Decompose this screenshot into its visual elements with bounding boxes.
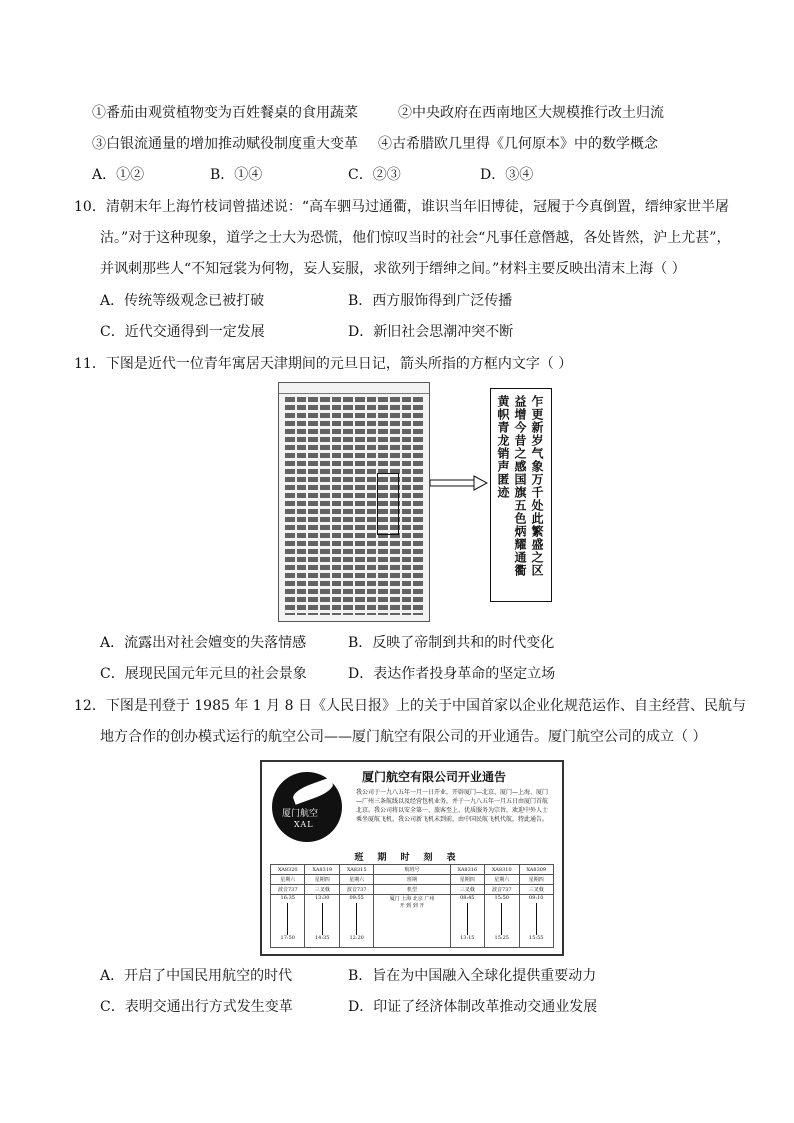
q12-option-c: C．表明交通出行方式发生变革: [100, 999, 293, 1015]
schedule-cell: XA8309: [519, 865, 554, 875]
schedule-cell: XA8316: [450, 865, 484, 875]
departure-time: 08:45: [460, 895, 475, 901]
schedule-cell: 星期六: [271, 875, 305, 885]
status-list: 开 到 到 开: [399, 903, 425, 909]
arrival-time: 15:55: [529, 935, 544, 941]
logo-chinese-name: 厦门航空: [282, 809, 319, 819]
schedule-row-flights: [271, 865, 554, 875]
arrival-time: 13:15: [460, 935, 475, 941]
transcription-column-1: 乍更新岁气象万千处此繁盛之区: [530, 395, 544, 577]
q10-stem-line-3: 并讽刺那些人“不知冠裳为何物，妄人妄服，求欲列于缙绅之间。”材料主要反映出清末上海（ ）: [100, 261, 686, 277]
arrival-time: 14:35: [314, 935, 330, 941]
schedule-cell: [339, 895, 373, 948]
diary-figure: [278, 382, 550, 624]
schedule-cell: [305, 895, 339, 948]
flight-schedule-table: [270, 864, 554, 948]
diary-scan: [278, 382, 430, 622]
q9-option-d: D．③④: [480, 167, 534, 183]
schedule-cell: XA8315: [339, 865, 373, 875]
schedule-cell: [271, 895, 305, 948]
diary-header-strip: [279, 383, 429, 394]
xiamen-airlines-logo: [272, 772, 342, 842]
schedule-cell: [519, 895, 554, 948]
arrow-right-icon: [430, 475, 488, 491]
q9-option-a: A．①②: [92, 167, 145, 183]
airline-notice-figure: [260, 760, 564, 956]
arrow-down-icon: [356, 903, 357, 935]
schedule-cell: 机型: [374, 885, 450, 895]
schedule-cell: XA8319: [305, 865, 339, 875]
schedule-cell: 航班号: [374, 865, 450, 875]
logo-english-name: XAL: [294, 820, 314, 829]
schedule-cell: 星期四: [305, 875, 339, 885]
schedule-row-aircraft: [271, 885, 554, 895]
arrow-up-icon: [501, 903, 502, 935]
q12-stem-line-2: 地方合作的创办模式运行的航空公司——厦门航空有限公司的开业通告。厦门航空公司的成立（ ）: [100, 729, 707, 745]
schedule-cell: 星期四: [519, 875, 554, 885]
egret-icon: [291, 777, 335, 805]
city-list: 厦门 上海 北京 广州: [389, 896, 435, 902]
schedule-cell: [374, 895, 450, 948]
schedule-cell: 三叉戟: [519, 885, 554, 895]
schedule-cell: XA8310: [485, 865, 519, 875]
schedule-cell: [485, 895, 519, 948]
arrival-time: 17:50: [280, 935, 295, 941]
q11-option-a: A．流露出对社会嬗变的失落情感: [100, 635, 307, 651]
q11-stem-line-1: 11．下图是近代一位青年寓居天津期间的元旦日记，箭头所指的方框内文字（ ）: [74, 356, 573, 372]
q11-option-b: B．反映了帝制到共和的时代变化: [348, 635, 555, 651]
notice-body: 我公司于一九八五年一月一日开业，开辟厦门—北京、厦门—上海、厦门—广州三条航线以及经营包机业务，并于一九八五年一月五日由厦门首航北京。我公司将以安全第一、旅客至上、优质服务为宗旨，欢迎中外人士乘坐厦航飞机。我公司新飞机未到前，由中国民航飞机代航，特此通告。: [356, 789, 549, 823]
q9-statement-3: ③白银流通量的增加推动赋役制度重大变革: [92, 136, 358, 152]
q12-option-a: A．开启了中国民用航空的时代: [100, 968, 293, 984]
schedule-cell: [450, 895, 484, 948]
q10-stem-line-2: 沽。”对于这种现象，道学之士大为恐慌，他们惊叹当时的社会“凡事任意僭越，各处皆然，沪上尤甚”，: [100, 230, 731, 246]
arrow-down-icon: [287, 903, 288, 935]
schedule-row-times: [271, 895, 554, 948]
q9-option-b: B．①④: [210, 167, 263, 183]
diary-text-columns: [285, 397, 423, 615]
schedule-row-days: [271, 875, 554, 885]
q10-option-a: A．传统等级观念已被打破: [100, 293, 265, 309]
q9-statement-2: ②中央政府在西南地区大规模推行改土归流: [398, 105, 664, 121]
q12-option-b: B．旨在为中国融入全球化提供重要动力: [348, 968, 597, 984]
departure-time: 16:35: [280, 895, 295, 901]
schedule-cell: XA8320: [271, 865, 305, 875]
q10-stem-line-1: 10．清朝末年上海竹枝词曾描述说：“高车驷马过通衢，谁识当年旧博徒，冠履于今真倒置，缙绅家世半屠: [74, 199, 729, 215]
q11-option-d: D．表达作者投身革命的坚定立场: [348, 666, 556, 682]
q11-option-c: C．展现民国元年元旦的社会景象: [100, 666, 307, 682]
schedule-cell: 班期: [374, 875, 450, 885]
schedule-cell: 波音737: [339, 885, 373, 895]
q9-statement-4: ④古希腊欧几里得《几何原本》中的数学概念: [378, 136, 658, 152]
schedule-cell: 星期六: [339, 875, 373, 885]
q10-option-d: D．新旧社会思潮冲突不断: [348, 324, 514, 340]
notice-title: 厦门航空有限公司开业通告: [362, 770, 507, 784]
q9-option-c: C．②③: [348, 167, 401, 183]
departure-time: 13:30: [314, 895, 330, 901]
arrow-down-icon: [322, 903, 323, 935]
departure-time: 15:50: [494, 895, 509, 901]
schedule-cell: 星期六: [485, 875, 519, 885]
departure-time: 09:55: [349, 895, 364, 901]
highlighted-passage-box: [377, 473, 399, 535]
schedule-cell: 三叉戟: [450, 885, 484, 895]
q10-option-c: C．近代交通得到一定发展: [100, 324, 265, 340]
arrival-time: 15:25: [494, 935, 509, 941]
q12-option-d: D．印证了经济体制改革推动交通业发展: [348, 999, 598, 1015]
q12-stem-line-1: 12．下图是刊登于 1985 年 1 月 8 日《人民日报》上的关于中国首家以企业化规范运作、自主经营、民航与: [74, 698, 746, 714]
arrow-up-icon: [536, 903, 537, 935]
transcription-column-2: 益增今昔之感国旗五色炳耀通衢: [513, 395, 527, 577]
schedule-title: 班期时刻表: [354, 853, 470, 863]
schedule-cell: 波音737: [485, 885, 519, 895]
schedule-cell: 星期四: [450, 875, 484, 885]
schedule-cell: 波音737: [271, 885, 305, 895]
departure-time: 09:10: [529, 895, 544, 901]
q10-option-b: B．西方服饰得到广泛传播: [348, 293, 513, 309]
schedule-cell: 三叉戟: [305, 885, 339, 895]
arrow-up-icon: [467, 903, 468, 935]
q9-statement-1: ①番茄由观赏植物变为百姓餐桌的食用蔬菜: [92, 105, 358, 121]
transcription-column-3: 黄帜青龙销声匿迹: [496, 395, 510, 499]
transcription-box: [490, 388, 552, 602]
arrival-time: 12:20: [349, 935, 364, 941]
